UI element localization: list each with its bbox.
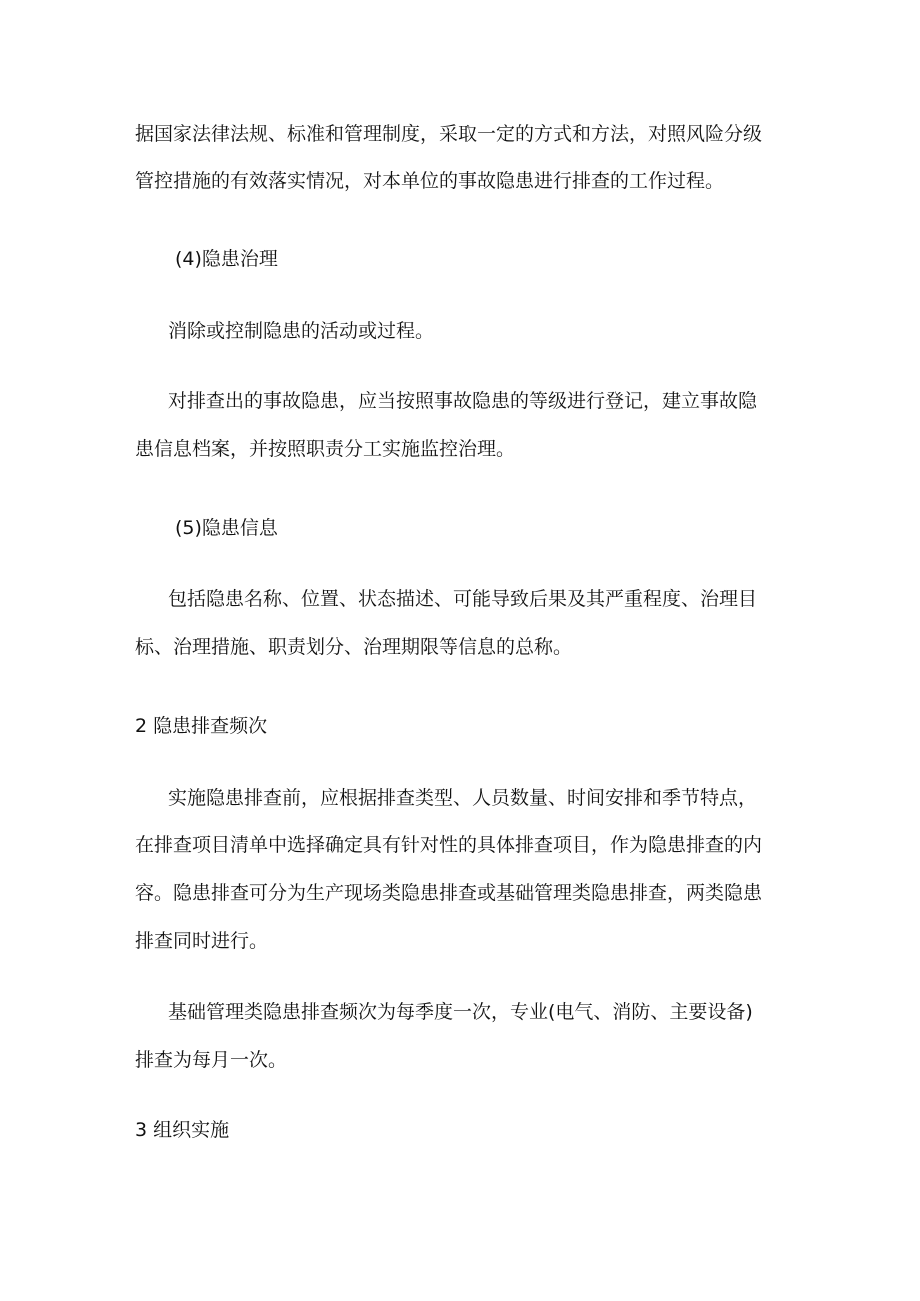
paragraph-line: 排查为每月一次。: [135, 1049, 288, 1071]
section-heading: 2 隐患排查频次: [135, 715, 268, 737]
paragraph-line: 消除或控制隐患的活动或过程。: [168, 320, 435, 342]
paragraph-line: 患信息档案，并按照职责分工实施监控治理。: [135, 438, 516, 460]
paragraph-line: 在排查项目清单中选择确定具有针对性的具体排查项目，作为隐患排查的内: [135, 834, 763, 856]
paragraph-line: 标、治理措施、职责划分、治理期限等信息的总称。: [135, 636, 573, 658]
subsection-heading: (4)隐患治理: [175, 248, 278, 270]
paragraph-line: 管控措施的有效落实情况，对本单位的事故隐患进行排查的工作过程。: [135, 170, 725, 192]
paragraph-line: 包括隐患名称、位置、状态描述、可能导致后果及其严重程度、治理目: [168, 588, 758, 610]
subsection-heading: (5)隐患信息: [175, 517, 278, 539]
paragraph-line: 实施隐患排查前，应根据排查类型、人员数量、时间安排和季节特点，: [168, 787, 758, 809]
paragraph-line: 排查同时进行。: [135, 930, 269, 952]
paragraph-line: 容。隐患排查可分为生产现场类隐患排查或基础管理类隐患排查，两类隐患: [135, 882, 763, 904]
section-heading: 3 组织实施: [135, 1119, 230, 1141]
paragraph-line: 据国家法律法规、标准和管理制度，采取一定的方式和方法，对照风险分级: [135, 123, 763, 145]
paragraph-line: 基础管理类隐患排查频次为每季度一次，专业(电气、消防、主要设备): [168, 1001, 753, 1023]
paragraph-line: 对排查出的事故隐患，应当按照事故隐患的等级进行登记，建立事故隐: [168, 390, 758, 412]
